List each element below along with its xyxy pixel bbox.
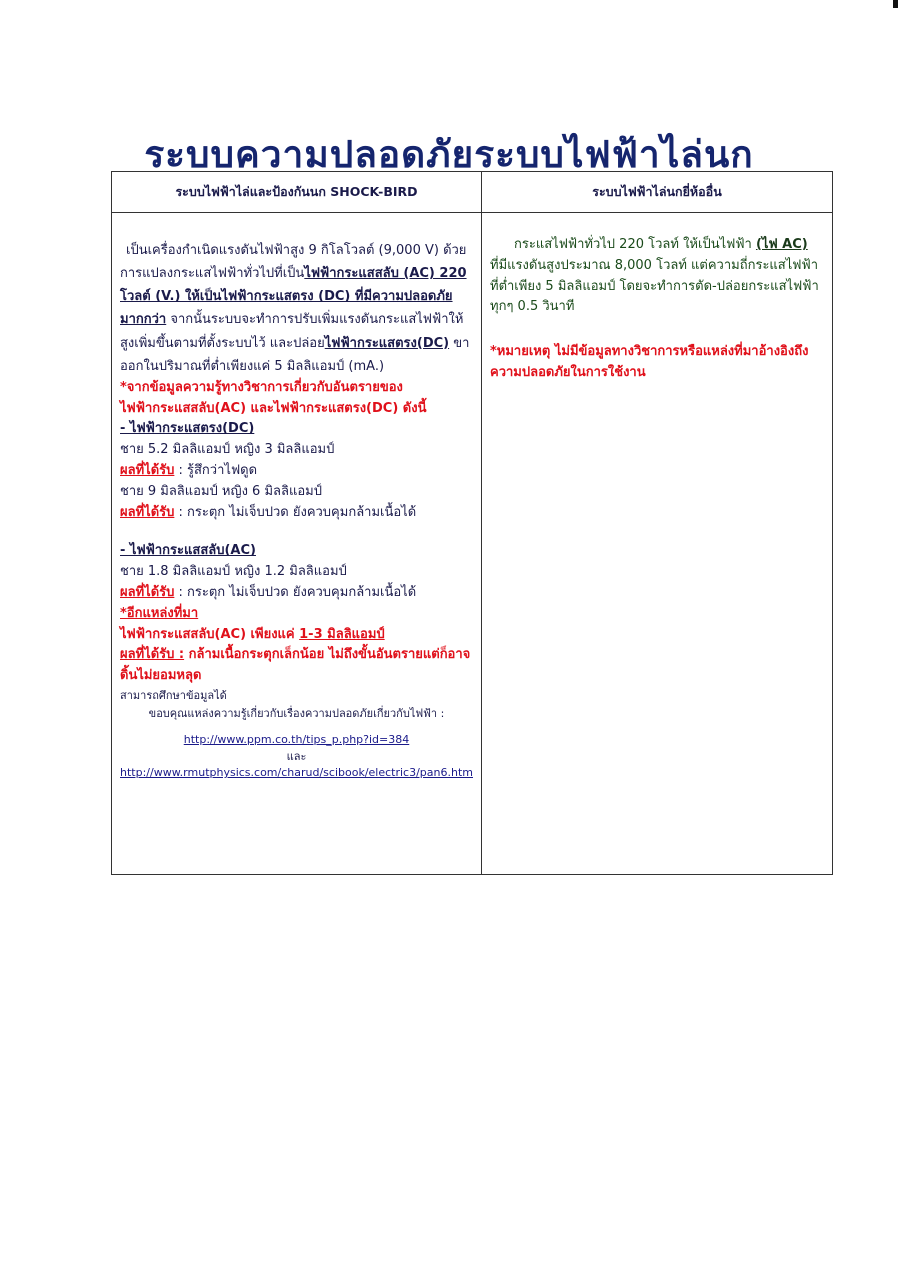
thanks-text: ขอบคุณแหล่งความรู้เกี่ยวกับเรื่องความปลอดภัยเกี่ยวกับไฟฟ้า : [148, 706, 445, 720]
page-title: ระบบความปลอดภัยระบบไฟฟ้าไล่นก [144, 132, 754, 176]
shockbird-description: เป็นเครื่องกำเนิดแรงดันไฟฟ้าสูง 9 กิโลโวลต์ (9,000 V) ด้วยการแปลงกระแสไฟฟ้าทั่วไปที่เป็นไฟฟ้ากระแสสลับ (AC) 220 โวลต์ (V.) ให้เป็นไฟฟ้ากระแสตรง (DC) ที่มีความปลอดภัยมากกว่า จากนั้นระบบจะทำการปรับเพิ่มแรงดันกระแสไฟฟ้าให้สูงเพิ่มขึ้นตามที่ตั้งระบบไว้ และปล่อยไฟฟ้ากระแสตรง(DC) ขาออกในปริมาณที่ต่ำเพียงแค่ 5 มิลลิแอมป์ (mA.) [120, 243, 470, 374]
reference-link-ppm[interactable]: http://www.ppm.co.th/tips_p.php?id=384 [183, 733, 410, 747]
ac-other-threshold: ไฟฟ้ากระแสสลับ(AC) เพียงแค่ 1-3 มิลลิแอมป์ [120, 626, 385, 642]
ac-to-dc-highlight: ไฟฟ้ากระแสสลับ (AC) 220 โวลต์ (V.) ให้เป็นไฟฟ้ากระแสตรง (DC) ที่มีความปลอดภัยมากกว่า [120, 266, 467, 328]
ac-heading: - ไฟฟ้ากระแสสลับ(AC) [120, 543, 256, 559]
table-body-row [112, 213, 833, 875]
academic-intro: *จากข้อมูลความรู้ทางวิชาการเกี่ยวกับอันตรายของไฟฟ้ากระแสสลับ(AC) และไฟฟ้ากระแสตรง(DC) ดังนี้ [120, 379, 427, 416]
other-source-heading: *อีกแหล่งที่มา [120, 605, 199, 621]
right-cell [482, 213, 833, 875]
dc-threshold-1: ชาย 5.2 มิลลิแอมป์ หญิง 3 มิลลิแอมป์ [120, 442, 335, 458]
ac-result-1: ผลที่ได้รับ : กระตุก ไม่เจ็บปวด ยังควบคุมกล้ามเนื้อได้ [120, 584, 417, 600]
scan-corner-mark [893, 0, 898, 8]
ac-highlight: (ไฟ AC) [755, 237, 808, 252]
reference-link-rmutphysics[interactable]: http://www.rmutphysics.com/charud/scibook/electric3/pan6.htm [120, 765, 473, 779]
dc-heading: - ไฟฟ้ากระแสตรง(DC) [120, 421, 255, 437]
ac-threshold-1: ชาย 1.8 มิลลิแอมป์ หญิง 1.2 มิลลิแอมป์ [120, 564, 347, 580]
left-column-header: ระบบไฟฟ้าไล่และป้องกันนก SHOCK-BIRD [112, 172, 482, 213]
right-column-header: ระบบไฟฟ้าไล่นกยี่ห้ออื่น [482, 172, 833, 213]
study-more-text: สามารถศึกษาข้อมูลได้ [120, 688, 227, 702]
comparison-table [111, 171, 833, 875]
and-text: และ [286, 749, 307, 763]
other-brand-description: กระแสไฟฟ้าทั่วไป 220 โวลท์ ให้เป็นไฟฟ้า (ไฟ AC) ที่มีแรงดันสูงประมาณ 8,000 โวลท์ แต่ความถี่กระแสไฟฟ้าที่ต่ำเพียง 5 มิลลิแอมป์ โดยจะทำการตัด-ปล่อยกระแสไฟฟ้าทุกๆ 0.5 วินาที [490, 237, 819, 315]
dc-result-1: ผลที่ได้รับ : รู้สึกว่าไฟดูด [120, 462, 258, 478]
table-header-row [112, 172, 833, 213]
dc-result-2: ผลที่ได้รับ : กระตุก ไม่เจ็บปวด ยังควบคุมกล้ามเนื้อได้ [120, 504, 417, 520]
dc-highlight: ไฟฟ้ากระแสตรง(DC) [324, 335, 450, 351]
left-cell [112, 213, 482, 875]
warning-note: *หมายเหตุ ไม่มีข้อมูลทางวิชาการหรือแหล่งที่มาอ้างอิงถึงความปลอดภัยในการใช้งาน [490, 344, 809, 380]
dc-threshold-2: ชาย 9 มิลลิแอมป์ หญิง 6 มิลลิแอมป์ [120, 483, 322, 499]
ac-other-result: ผลที่ได้รับ : กล้ามเนื้อกระตุกเล็กน้อย ไม่ถึงขั้นอันตรายแต่ก็อาจดิ้นไม่ยอมหลุด [120, 647, 471, 684]
